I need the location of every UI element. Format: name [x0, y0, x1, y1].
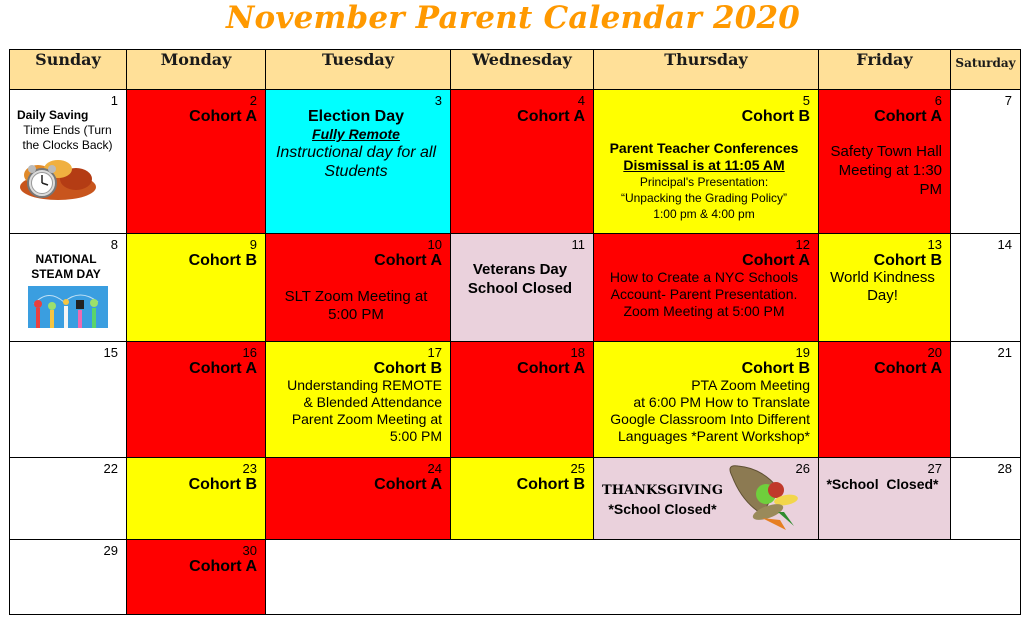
- day-cell-29[interactable]: [10, 540, 127, 615]
- day-cell-15[interactable]: [10, 342, 127, 458]
- day-cell-7[interactable]: [951, 90, 1021, 234]
- event-text: SLT Zoom Meeting at 5:00 PM: [284, 288, 428, 323]
- day-cell-12[interactable]: [594, 234, 819, 342]
- day-number: 12: [795, 237, 810, 252]
- event-text: World Kindness Day!: [830, 269, 935, 304]
- day-cell-2[interactable]: [127, 90, 266, 234]
- weekday-saturday: Saturday: [951, 50, 1021, 90]
- empty-cells: [266, 540, 1021, 615]
- day-number: 7: [1004, 93, 1012, 108]
- cohort-label: Cohort B: [188, 476, 257, 493]
- dismissal-time: Dismissal is at 11:05 AM: [623, 157, 785, 173]
- day-cell-8[interactable]: [10, 234, 127, 342]
- presentation-title: “Unpacking the Grading Policy”: [620, 191, 788, 205]
- day-cell-20[interactable]: [819, 342, 951, 458]
- cohort-label: Cohort B: [741, 360, 810, 377]
- steam-hands-icon: [28, 286, 118, 333]
- day-number: 22: [103, 461, 118, 476]
- weekday-wednesday: Wednesday: [451, 50, 594, 90]
- day-number: 9: [249, 237, 257, 252]
- day-cell-30[interactable]: [127, 540, 266, 615]
- cohort-label: Cohort A: [189, 360, 257, 377]
- day-cell-27[interactable]: [819, 458, 951, 540]
- remote-note: Instructional day for all Students: [275, 144, 437, 180]
- day-number: 26: [795, 461, 810, 476]
- cohort-label: Cohort B: [188, 252, 257, 269]
- day-number: 6: [934, 93, 942, 108]
- autumn-clock-icon: [18, 157, 118, 208]
- cohort-label: Cohort A: [517, 108, 585, 125]
- day-number: 1: [110, 93, 118, 108]
- day-number: 3: [434, 93, 442, 108]
- weekday-friday: Friday: [819, 50, 951, 90]
- cohort-label: Cohort B: [516, 476, 585, 493]
- presentation-times: 1:00 pm & 4:00 pm: [653, 207, 755, 221]
- weekday-sunday: Sunday: [10, 50, 127, 90]
- day-cell-18[interactable]: [451, 342, 594, 458]
- day-number: 2: [249, 93, 257, 108]
- week-row-5: [10, 540, 1021, 615]
- day-number: 11: [571, 237, 585, 252]
- cohort-label: Cohort A: [517, 360, 585, 377]
- week-row-3: [10, 342, 1021, 458]
- cohort-label: Cohort A: [374, 252, 442, 269]
- day-number: 8: [110, 237, 118, 252]
- cohort-label: Cohort A: [742, 252, 810, 269]
- pta-meeting: PTA Zoom Meeting: [691, 377, 810, 393]
- day-cell-1[interactable]: [10, 90, 127, 234]
- day-cell-16[interactable]: [127, 342, 266, 458]
- cornucopia-icon: [722, 462, 808, 539]
- week-row-4: [10, 458, 1021, 540]
- day-number: 29: [103, 543, 118, 558]
- cohort-label: Cohort A: [189, 558, 257, 575]
- calendar-grid: [9, 49, 1021, 615]
- day-cell-14[interactable]: [951, 234, 1021, 342]
- cohort-label: Cohort B: [741, 108, 810, 125]
- day-number: 24: [427, 461, 442, 476]
- cohort-label: Cohort B: [373, 360, 442, 377]
- weekday-header-row: [10, 50, 1021, 90]
- steam-day-title: NATIONAL STEAM DAY: [31, 252, 101, 281]
- day-cell-26[interactable]: [594, 458, 819, 540]
- day-number: 19: [795, 345, 810, 360]
- day-number: 20: [927, 345, 942, 360]
- cohort-label: Cohort B: [873, 252, 942, 269]
- presentation-label: Principal's Presentation:: [639, 175, 769, 189]
- day-cell-9[interactable]: [127, 234, 266, 342]
- day-cell-6[interactable]: [819, 90, 951, 234]
- day-cell-25[interactable]: [451, 458, 594, 540]
- day-cell-28[interactable]: [951, 458, 1021, 540]
- page-title: November Parent Calendar 2020: [225, 0, 801, 36]
- week-row-2: [10, 234, 1021, 342]
- dst-notice: Daily Saving Time Ends (Turn the Clocks Back): [17, 108, 113, 152]
- day-cell-24[interactable]: [266, 458, 451, 540]
- day-number: 21: [997, 345, 1012, 360]
- weekday-thursday: Thursday: [594, 50, 819, 90]
- closed-notice: School Closed: [467, 280, 573, 297]
- day-number: 23: [242, 461, 257, 476]
- day-cell-23[interactable]: [127, 458, 266, 540]
- weekday-monday: Monday: [127, 50, 266, 90]
- week-row-1: [10, 90, 1021, 234]
- day-cell-17[interactable]: [266, 342, 451, 458]
- day-number: 30: [242, 543, 257, 558]
- day-cell-21[interactable]: [951, 342, 1021, 458]
- election-day-title: Election Day: [307, 108, 405, 125]
- day-cell-4[interactable]: [451, 90, 594, 234]
- day-number: 10: [427, 237, 442, 252]
- event-text: Safety Town Hall Meeting at 1:30 PM: [830, 143, 942, 198]
- fully-remote-label: Fully Remote: [312, 126, 400, 142]
- cohort-label: Cohort A: [874, 108, 942, 125]
- weekday-tuesday: Tuesday: [266, 50, 451, 90]
- day-number: 4: [577, 93, 585, 108]
- day-number: 14: [997, 237, 1012, 252]
- event-text: How to Create a NYC Schools Account- Parent Presentation. Zoom Meeting at 5:00 PM: [609, 269, 799, 319]
- day-number: 5: [802, 93, 810, 108]
- day-number: 18: [570, 345, 585, 360]
- day-number: 28: [997, 461, 1012, 476]
- event-text: Understanding REMOTE & Blended Attendance Parent Zoom Meeting at 5:00 PM: [287, 377, 442, 444]
- day-number: 13: [927, 237, 942, 252]
- cohort-label: Cohort A: [374, 476, 442, 493]
- day-number: 27: [927, 461, 942, 476]
- day-cell-19[interactable]: [594, 342, 819, 458]
- day-number: 16: [242, 345, 257, 360]
- closed-notice: *School Closed*: [826, 476, 939, 492]
- day-number: 17: [427, 345, 442, 360]
- day-cell-11[interactable]: [451, 234, 594, 342]
- day-number: 25: [570, 461, 585, 476]
- cohort-label: Cohort A: [189, 108, 257, 125]
- day-number: 15: [103, 345, 118, 360]
- conference-title: Parent Teacher Conferences: [609, 140, 799, 156]
- day-cell-5[interactable]: [594, 90, 819, 234]
- holiday-title: Veterans Day: [472, 261, 568, 278]
- day-cell-10[interactable]: [266, 234, 451, 342]
- day-cell-13[interactable]: [819, 234, 951, 342]
- day-cell-22[interactable]: [10, 458, 127, 540]
- thanksgiving-notice: THANKSGIVING *School Closed*: [602, 483, 723, 517]
- event-text: at 6:00 PM How to Translate Google Classroom Into Different Languages *Parent Workshop*: [610, 394, 810, 444]
- day-cell-3[interactable]: [266, 90, 451, 234]
- cohort-label: Cohort A: [874, 360, 942, 377]
